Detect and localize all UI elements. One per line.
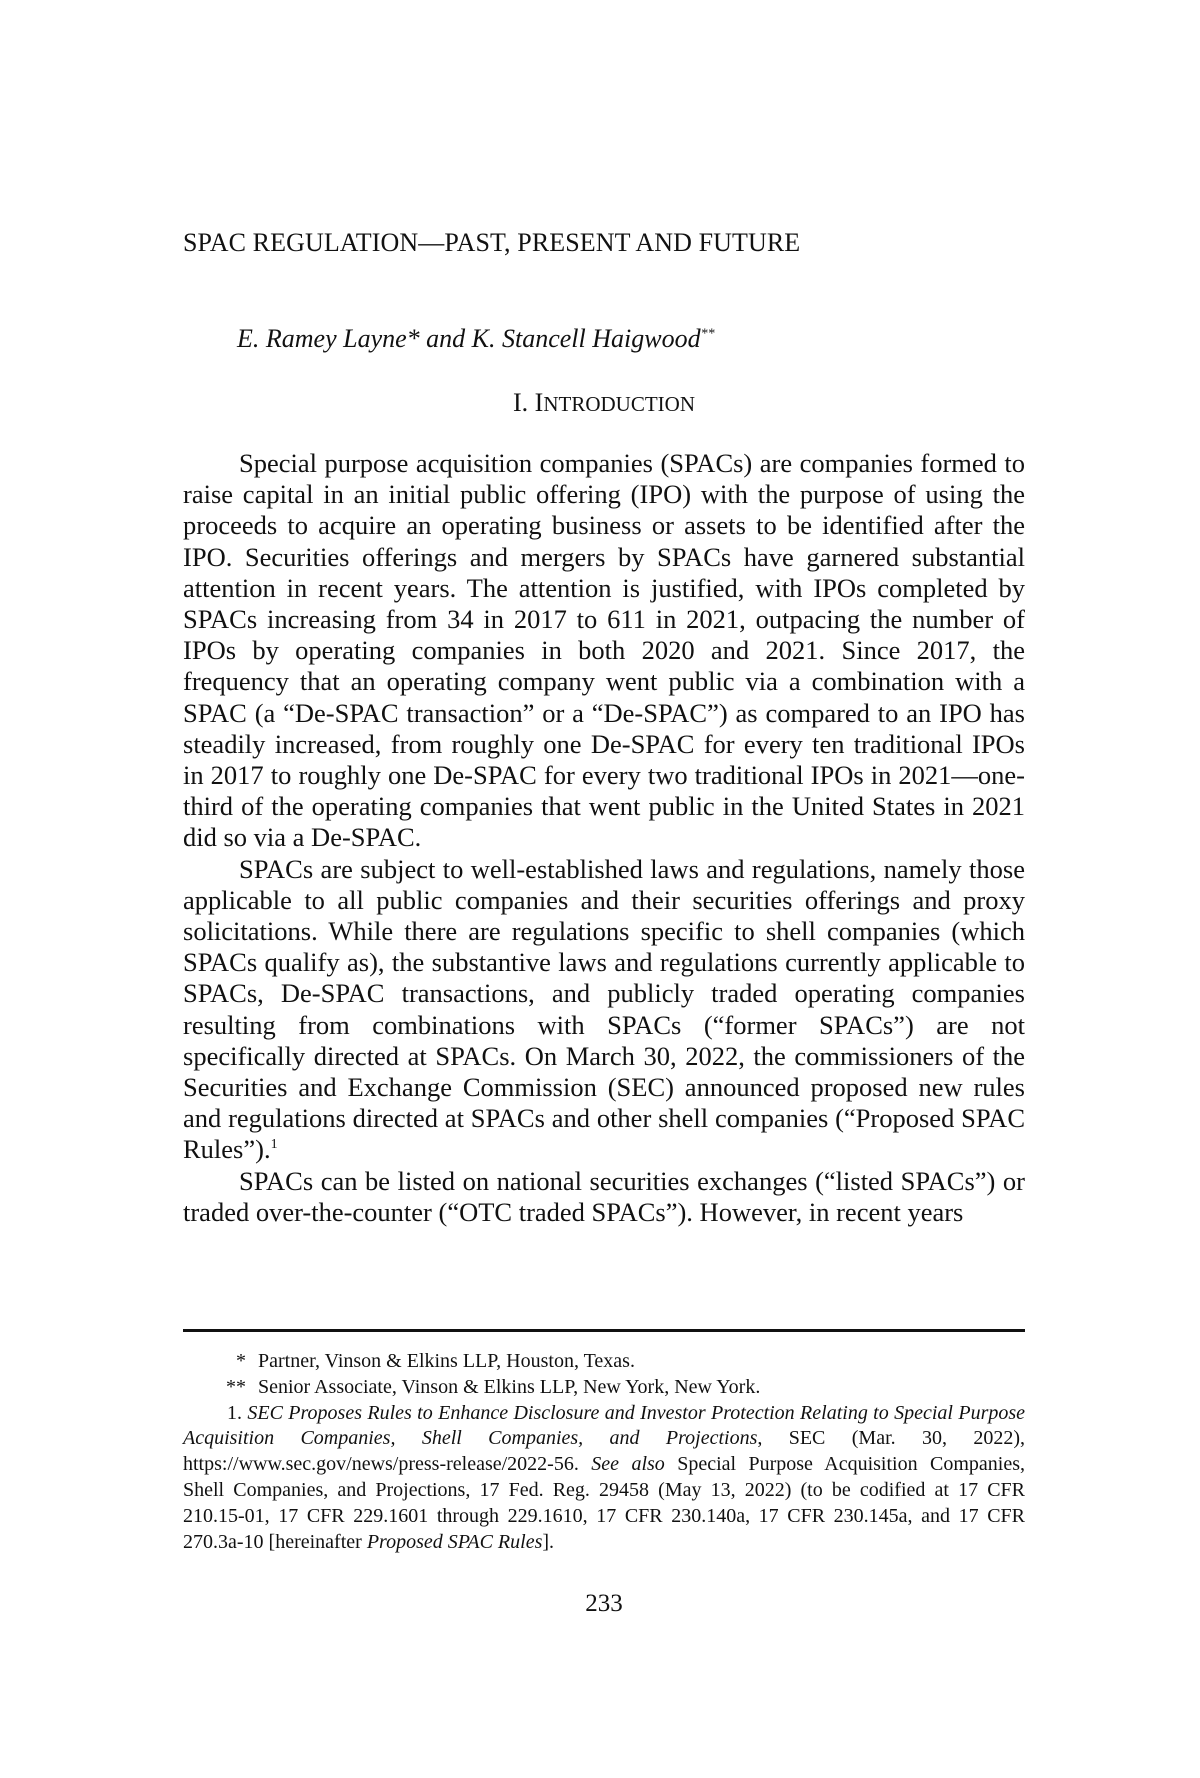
author-footnote-mark: ** <box>700 326 715 342</box>
section-initial: I <box>534 388 544 417</box>
author-line <box>237 324 1079 354</box>
section-title-smallcaps: NTRODUCTION <box>543 392 695 416</box>
footnote-1-signal: See also <box>591 1453 665 1476</box>
footnote-star-text: Partner, Vinson & Elkins LLP, Houston, Texas. <box>258 1350 635 1372</box>
footnote-star <box>183 1349 1025 1375</box>
body-text <box>183 448 1025 1228</box>
footnote-1-citation[interactable]: , SEC (Mar. 30, 2022), https://www.sec.gov/news/press-release/2022-56. <box>183 1427 1026 1476</box>
footnote-double-star-text: Senior Associate, Vinson & Elkins LLP, New York, New York. <box>258 1375 761 1398</box>
footnote-1-short-title: Proposed SPAC Rules <box>366 1530 543 1553</box>
section-heading <box>183 388 1025 418</box>
footnotes <box>183 1349 1025 1555</box>
footnote-1 <box>183 1401 1025 1556</box>
paragraph-2 <box>183 854 1025 1166</box>
footnote-1-title: SEC Proposes Rules to Enhance Disclosure and Investor Protection Relating to Special Purpose Acquisition Companies, Shell Companies, and Projections <box>183 1401 1026 1450</box>
page-number: 233 <box>585 1590 623 1617</box>
paragraph-3: SPACs can be listed on national securities exchanges (“listed SPACs”) or traded over-the-counter (“OTC traded SPACs”). However, in recent years <box>183 1165 1025 1227</box>
section-numeral: I. <box>513 388 535 417</box>
footnote-separator <box>183 1329 1025 1332</box>
author-names: E. Ramey Layne* and K. Stancell Haigwood <box>237 324 701 353</box>
footnote-star-mark: * <box>236 1350 246 1372</box>
running-head: SPAC REGULATION—PAST, PRESENT AND FUTURE <box>183 228 801 257</box>
footnote-1-cite-2: Special Purpose Acquisition Companies, Shell Companies, and Projections, 17 Fed. Reg. 29458 (May 13, 2022) (to be codified at 17 CFR 210.15-01, 17 CFR 229.1601 through 229.1610, 17 CFR 230.140a, 17 CFR 230.145a, and 17 CFR 270.3a-10 [hereinafter <box>183 1453 1025 1553</box>
paragraph-1: Special purpose acquisition companies (SPACs) are companies formed to raise capital in an initial public offering (IPO) with the purpose of using the proceeds to acquire an operating business or assets to be identified after the IPO. Securities offerings and mergers by SPACs have garnered substantial attention in recent years. The attention is justified, with IPOs completed by SPACs increasing from 34 in 2017 to 611 in 2021, outpacing the number of IPOs by operating companies in both 2020 and 2021. Since 2017, the frequency that an operating company went public via a combination with a SPAC (a “De-SPAC transaction” or a “De-SPAC”) as compared to an IPO has steadily increased, from roughly one De-SPAC for every ten traditional IPOs in 2017 to roughly one De-SPAC for every two traditional IPOs in 2021—one-third of the operating companies that went public in the United States in 2021 did so via a De-SPAC. <box>183 448 1025 853</box>
footnote-reference[interactable]: 1 <box>270 1137 278 1153</box>
footnote-double-star-mark: ** <box>226 1375 246 1398</box>
footnote-1-close: ]. <box>542 1530 555 1553</box>
paragraph-2-text: SPACs are subject to well-established laws and regulations, namely those applicable to all public companies and their securities offerings and proxy solicitations. While there are regulations specific to shell companies (which SPACs qualify as), the substantive laws and regulations currently applicable to SPACs, De-SPAC transactions, and publicly traded operating companies resulting from combinations with SPACs (“former SPACs”) are not specifically directed at SPACs. On March 30, 2022, the commissioners of the Securities and Exchange Commission (SEC) announced proposed new rules and regulations directed at SPACs and other shell companies (“Proposed SPAC Rules”). <box>183 853 1025 1165</box>
footnote-1-number: 1. <box>227 1401 242 1424</box>
footnote-double-star <box>183 1375 1025 1401</box>
